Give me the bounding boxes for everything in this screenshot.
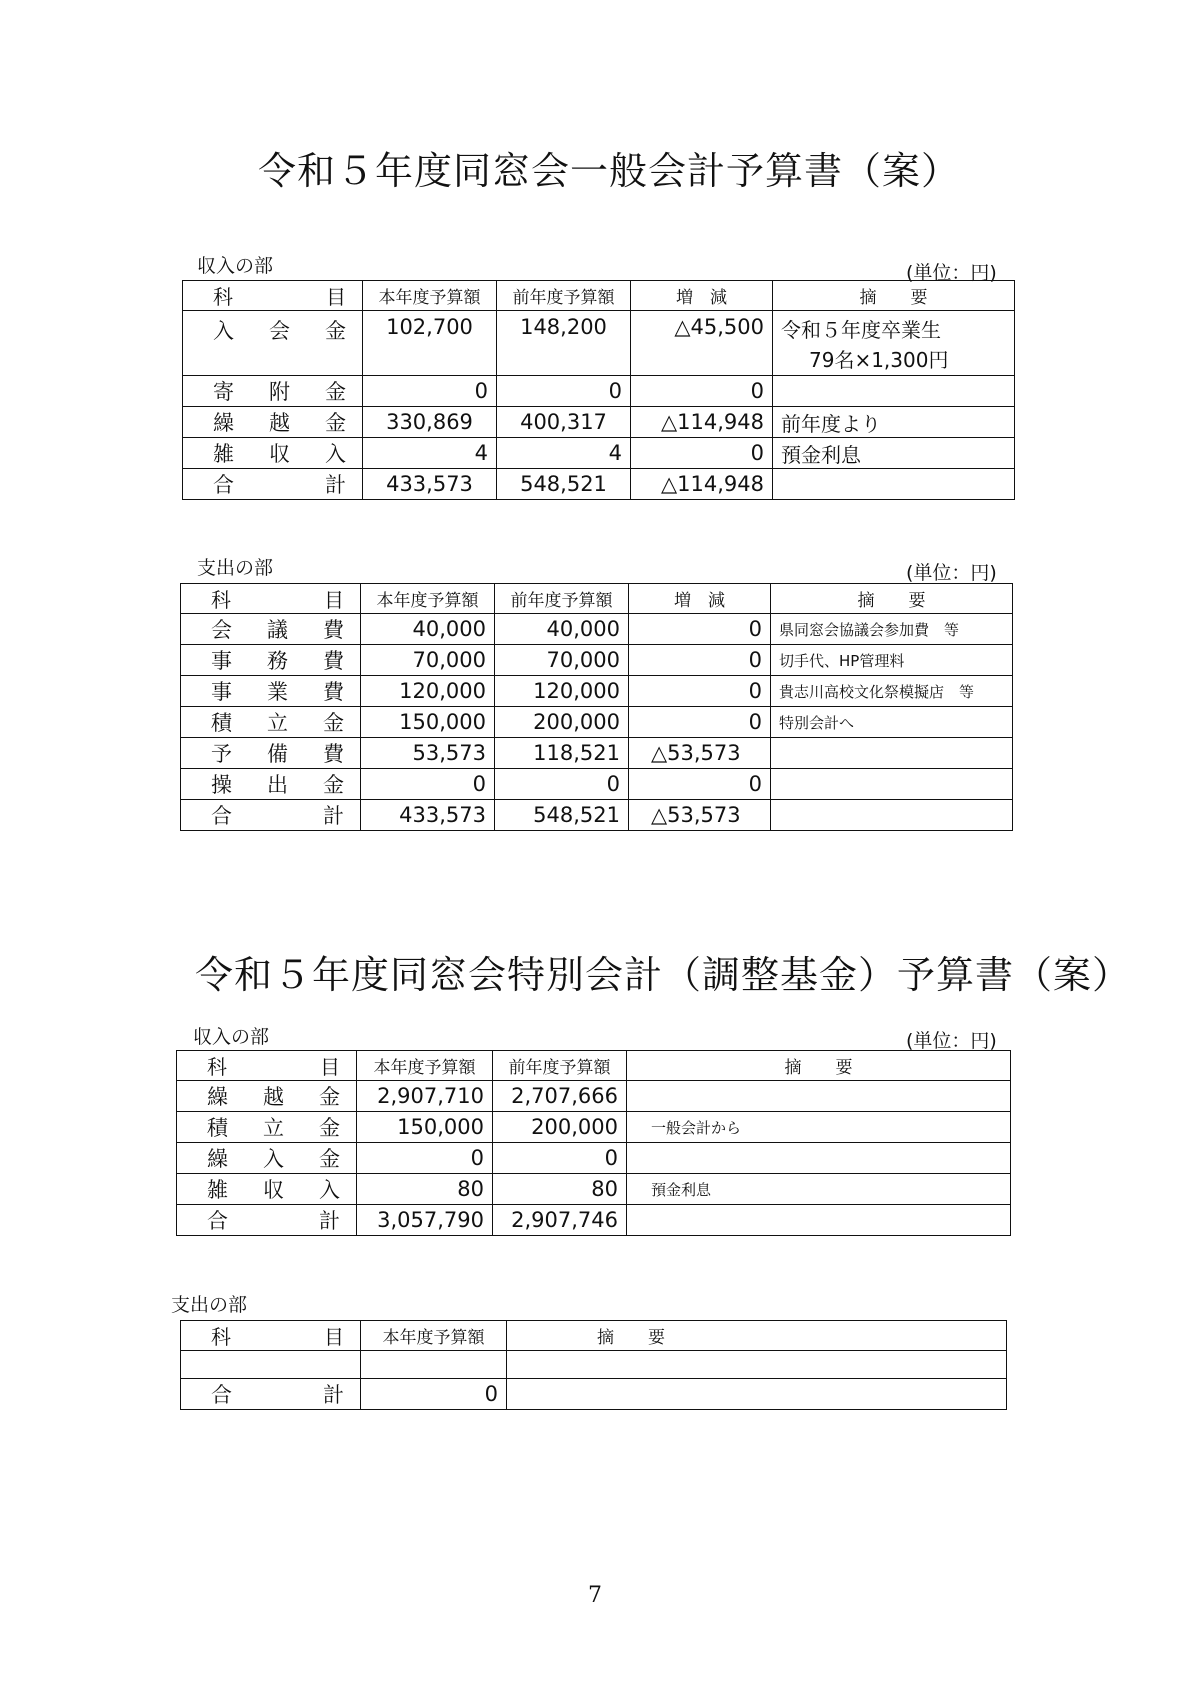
header-previous: 前年度予算額 [497, 281, 631, 311]
header-item: 科 目 [181, 1321, 361, 1351]
table-row [183, 311, 1015, 376]
row-current: 150,000 [361, 707, 495, 738]
table-row [183, 438, 1015, 469]
table-row [181, 676, 1013, 707]
row-note [507, 1351, 1007, 1379]
general-income-unit: (単位：円) [906, 262, 997, 284]
header-note: 摘 要 [773, 281, 1015, 311]
row-item: 操 出 金 [181, 769, 361, 800]
special-title: 令和５年度同窓会特別会計（調整基金）予算書（案） [195, 953, 1132, 997]
special-income-label: 収入の部 [193, 1026, 270, 1048]
row-change: 0 [631, 376, 773, 407]
general-expense-unit: (単位：円) [906, 562, 997, 584]
header-item: 科 目 [183, 281, 363, 311]
table-row [183, 376, 1015, 407]
row-previous: 548,521 [497, 469, 631, 500]
header-current: 本年度予算額 [357, 1051, 493, 1081]
row-note: 貴志川高校文化祭模擬店 等 [771, 676, 1013, 707]
row-note [773, 311, 1015, 376]
header-note: 摘 要 [771, 584, 1013, 614]
row-item: 積 立 金 [177, 1112, 357, 1143]
table-row [181, 738, 1013, 769]
row-item: 事 務 費 [181, 645, 361, 676]
row-note-line2: 79名×1,300円 [809, 348, 949, 372]
table-row [177, 1174, 1011, 1205]
row-note: 一般会計から [627, 1112, 1011, 1143]
general-expense-label: 支出の部 [197, 557, 274, 579]
row-change: △114,948 [631, 469, 773, 500]
header-note: 摘 要 [627, 1051, 1011, 1081]
row-note: 県同窓会協議会参加費 等 [771, 614, 1013, 645]
row-item: 合 計 [181, 800, 361, 831]
table-total-row [181, 1379, 1007, 1410]
row-current: 0 [361, 769, 495, 800]
special-expense-table [180, 1320, 1007, 1410]
row-current: 120,000 [361, 676, 495, 707]
row-previous: 548,521 [495, 800, 629, 831]
row-previous: 0 [495, 769, 629, 800]
row-item: 寄 附 金 [183, 376, 363, 407]
row-item: 入 会 金 [183, 311, 363, 376]
row-note [773, 376, 1015, 407]
table-header-row [177, 1051, 1011, 1081]
row-item: 繰 越 金 [183, 407, 363, 438]
row-item: 会 議 費 [181, 614, 361, 645]
header-previous: 前年度予算額 [493, 1051, 627, 1081]
table-row [177, 1081, 1011, 1112]
row-previous: 400,317 [497, 407, 631, 438]
row-note [773, 469, 1015, 500]
row-change: △45,500 [631, 311, 773, 376]
row-note: 預金利息 [773, 438, 1015, 469]
row-current: 3,057,790 [357, 1205, 493, 1236]
row-previous: 0 [493, 1143, 627, 1174]
row-change: △53,573 [629, 800, 771, 831]
row-change: 0 [629, 769, 771, 800]
table-row [181, 614, 1013, 645]
row-current: 433,573 [363, 469, 497, 500]
general-income-table [182, 280, 1015, 500]
row-change: 0 [629, 645, 771, 676]
row-previous: 200,000 [495, 707, 629, 738]
row-note: 前年度より [773, 407, 1015, 438]
header-current: 本年度予算額 [361, 584, 495, 614]
row-item: 繰 越 金 [177, 1081, 357, 1112]
row-note [771, 769, 1013, 800]
general-title: 令和５年度同窓会一般会計予算書（案） [258, 149, 961, 193]
table-row [181, 707, 1013, 738]
row-current: 70,000 [361, 645, 495, 676]
row-change: 0 [629, 614, 771, 645]
table-total-row [177, 1205, 1011, 1236]
row-current: 433,573 [361, 800, 495, 831]
header-note: 摘 要 [507, 1321, 1007, 1351]
row-item: 合 計 [183, 469, 363, 500]
row-note [627, 1205, 1011, 1236]
header-previous: 前年度予算額 [495, 584, 629, 614]
special-income-unit: (単位：円) [906, 1030, 997, 1052]
page-number: 7 [588, 1583, 602, 1608]
header-current: 本年度予算額 [363, 281, 497, 311]
row-item: 雑 収 入 [183, 438, 363, 469]
row-item: 合 計 [177, 1205, 357, 1236]
table-row [177, 1143, 1011, 1174]
row-change: 0 [629, 707, 771, 738]
table-header-row [181, 584, 1013, 614]
table-header-row [183, 281, 1015, 311]
table-row [181, 769, 1013, 800]
row-previous: 2,907,746 [493, 1205, 627, 1236]
row-previous: 148,200 [497, 311, 631, 376]
row-item: 繰 入 金 [177, 1143, 357, 1174]
table-row [177, 1112, 1011, 1143]
row-current: 40,000 [361, 614, 495, 645]
row-current: 53,573 [361, 738, 495, 769]
row-current: 80 [357, 1174, 493, 1205]
row-current: 150,000 [357, 1112, 493, 1143]
row-note: 預金利息 [627, 1174, 1011, 1205]
header-change: 増 減 [631, 281, 773, 311]
general-income-label: 収入の部 [197, 255, 274, 277]
row-change: △114,948 [631, 407, 773, 438]
special-expense-label: 支出の部 [171, 1294, 248, 1316]
table-header-row [181, 1321, 1007, 1351]
row-previous: 118,521 [495, 738, 629, 769]
row-note: 切手代、HP管理料 [771, 645, 1013, 676]
row-note-line1: 令和５年度卒業生 [781, 318, 941, 342]
table-total-row [181, 800, 1013, 831]
row-change: 0 [629, 676, 771, 707]
row-item: 雑 収 入 [177, 1174, 357, 1205]
table-row [181, 645, 1013, 676]
row-note [627, 1143, 1011, 1174]
row-item: 事 業 費 [181, 676, 361, 707]
row-item [181, 1351, 361, 1379]
table-row [181, 1351, 1007, 1379]
row-current: 0 [357, 1143, 493, 1174]
table-row [183, 407, 1015, 438]
row-previous: 120,000 [495, 676, 629, 707]
row-current: 2,907,710 [357, 1081, 493, 1112]
row-note [771, 800, 1013, 831]
row-current: 102,700 [363, 311, 497, 376]
general-expense-table [180, 583, 1013, 831]
row-item: 積 立 金 [181, 707, 361, 738]
row-current [361, 1351, 507, 1379]
header-item: 科 目 [177, 1051, 357, 1081]
row-current: 4 [363, 438, 497, 469]
special-income-table [176, 1050, 1011, 1236]
header-current: 本年度予算額 [361, 1321, 507, 1351]
row-previous: 0 [497, 376, 631, 407]
row-previous: 40,000 [495, 614, 629, 645]
row-note [507, 1379, 1007, 1410]
row-previous: 70,000 [495, 645, 629, 676]
header-change: 増 減 [629, 584, 771, 614]
row-previous: 80 [493, 1174, 627, 1205]
row-change: 0 [631, 438, 773, 469]
row-note [627, 1081, 1011, 1112]
row-current: 0 [361, 1379, 507, 1410]
header-item: 科 目 [181, 584, 361, 614]
row-previous: 200,000 [493, 1112, 627, 1143]
table-total-row [183, 469, 1015, 500]
row-note: 特別会計へ [771, 707, 1013, 738]
row-note [771, 738, 1013, 769]
row-current: 330,869 [363, 407, 497, 438]
row-previous: 4 [497, 438, 631, 469]
row-change: △53,573 [629, 738, 771, 769]
row-item: 合 計 [181, 1379, 361, 1410]
row-previous: 2,707,666 [493, 1081, 627, 1112]
row-item: 予 備 費 [181, 738, 361, 769]
row-current: 0 [363, 376, 497, 407]
